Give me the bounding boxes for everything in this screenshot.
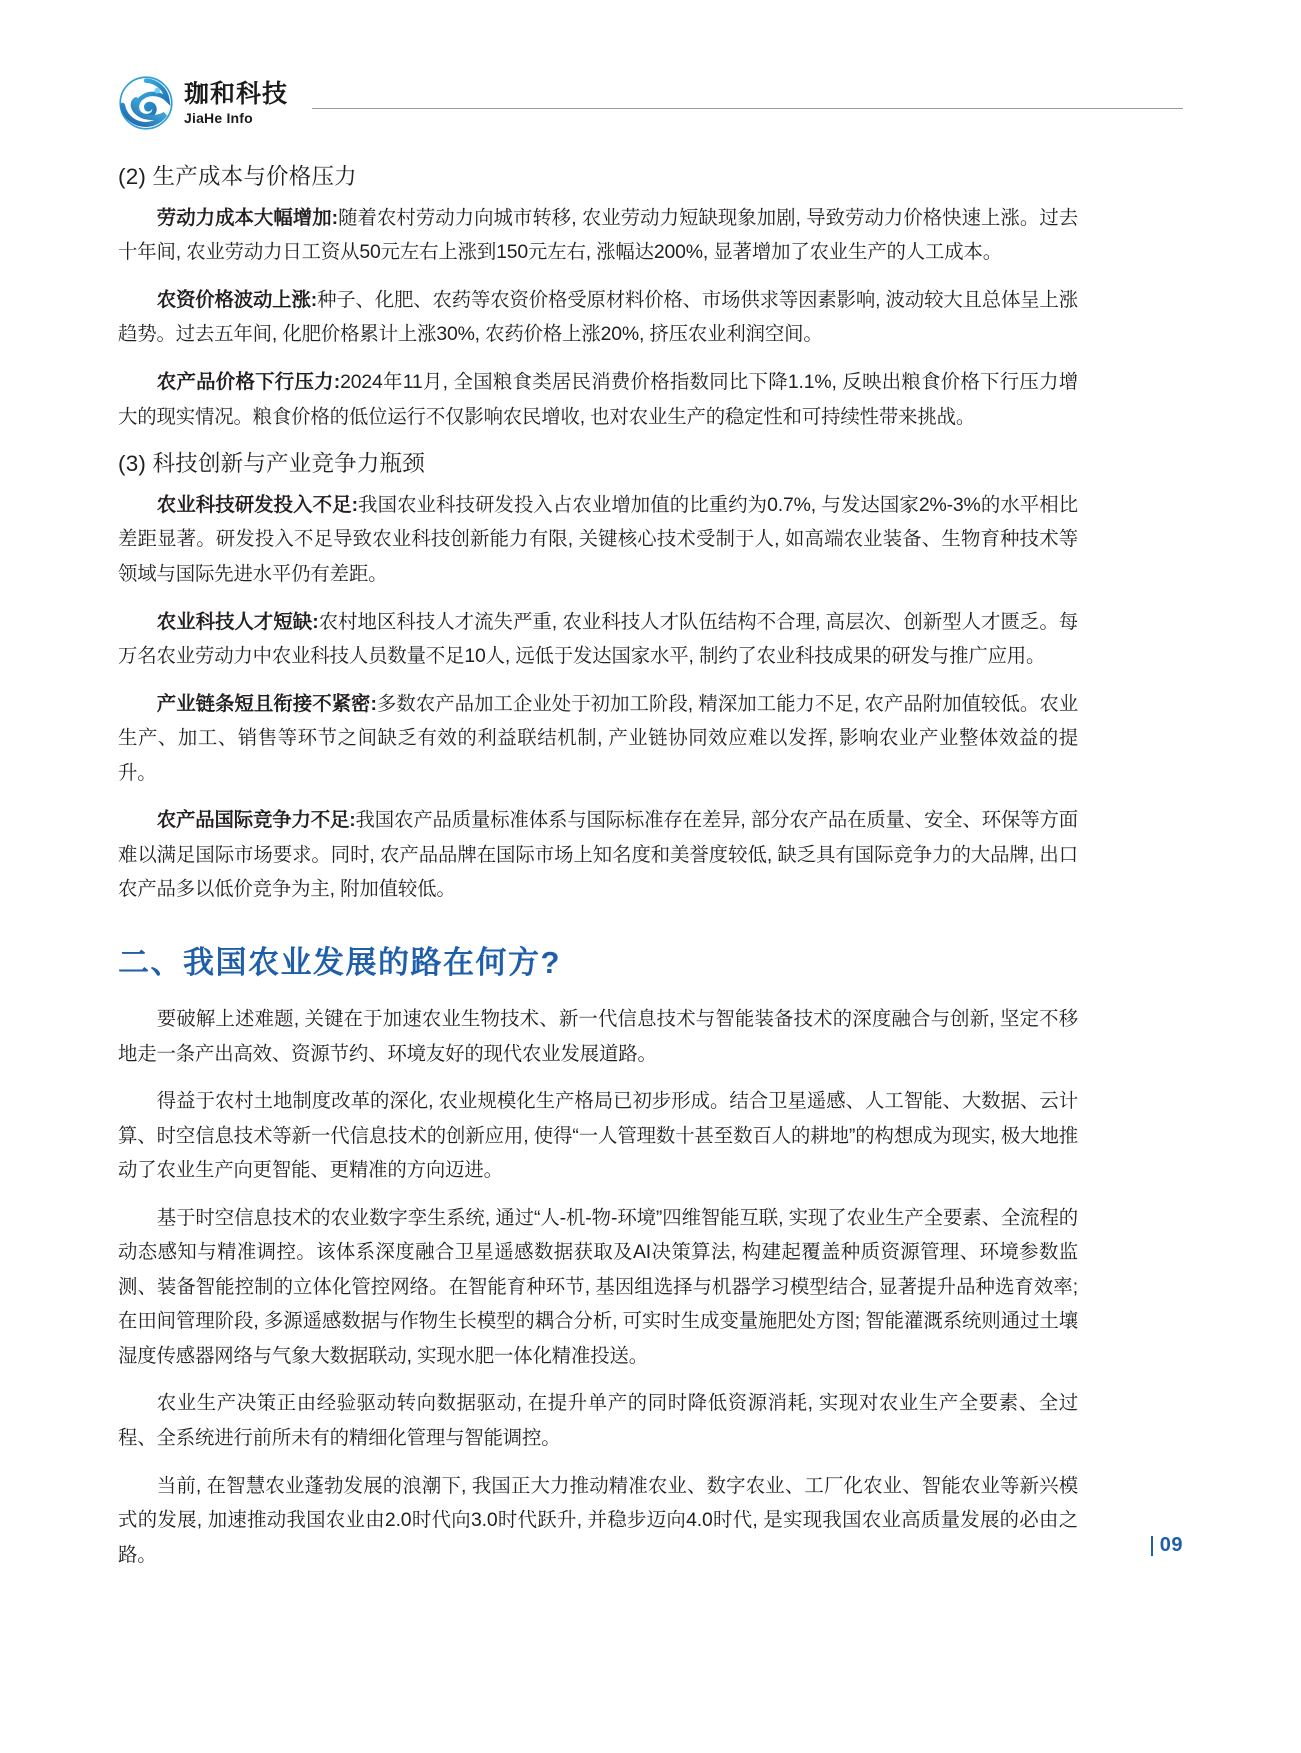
logo-name-cn: 珈和科技 (184, 79, 289, 108)
footer-accent-bar (1151, 1536, 1153, 1556)
paragraph-lead-supply-chain: 产业链条短且衔接不紧密: (156, 692, 377, 715)
paragraph-lead-intl-competitiveness: 农产品国际竞争力不足: (156, 809, 356, 832)
paragraph-lead-talent-shortage: 农业科技人才短缺: (156, 610, 319, 633)
logo-name-en: JiaHe Info (184, 109, 253, 126)
paragraph-solution-intro: 要破解上述难题, 关键在于加速农业生物技术、新一代信息技术与智能装备技术的深度融合与创新, 坚定不移地走一条产出高效、资源节约、环境友好的现代农业发展道路。 (118, 1008, 1078, 1065)
paragraph-labor-cost (118, 201, 1078, 270)
paragraph-data-driven: 农业生产决策正由经验驱动转向数据驱动, 在提升单产的同时降低资源消耗, 实现对农业生产全要素、全过程、全系统进行前所未有的精细化管理与智能调控。 (118, 1392, 1078, 1450)
paragraph-digital-twin: 基于时空信息技术的农业数字孪生系统, 通过“人-机-物-环境”四维智能互联, 实现了农业生产全要素、全流程的动态感知与精准调控。该体系深度融合卫星遥感数据获取及AI决策算法, 构建起覆盖种质资源管理、环境参数监测、装备智能控制的立体化管控网络。在智能育种环节, 基因组选择与机器学习模型结合, 显著提升品种选育效率; 在田间管理阶段, 多源遥感数据与作物生长模型的耦合分析, 可实时生成变量施肥处方图; 智能灌溉系统则通过土壤湿度传感器网络与气象大数据联动, 实现水肥一体化精准投送。 (118, 1206, 1078, 1367)
paragraph-body-price-decline: 2024年11月, 全国粮食类居民消费价格指数同比下降1.1%, 反映出粮食价格下行压力增大的现实情况。粮食价格的低位运行不仅影响农民增收, 也对农业生产的稳定性和可持续性带来挑战。 (118, 371, 1078, 428)
paragraph-talent-shortage (118, 605, 1078, 674)
paragraph-body-supply-chain: 多数农产品加工企业处于初加工阶段, 精深加工能力不足, 农产品附加值较低。农业生产、加工、销售等环节之间缺乏有效的利益联结机制, 产业链协同效应难以发挥, 影响农业产业整体效益的提升。 (118, 692, 1078, 784)
paragraph-rd-investment (118, 488, 1078, 592)
paragraph-input-price (118, 283, 1078, 352)
page-number: 09 (1159, 1534, 1183, 1556)
document-body (118, 150, 1078, 1585)
subheading-production-cost: (2) 生产成本与价格压力 (118, 164, 357, 189)
paragraph-smart-agriculture: 当前, 在智慧农业蓬勃发展的浪潮下, 我国正大力推动精准农业、数字农业、工厂化农业、智能农业等新兴模式的发展, 加速推动我国农业由2.0时代向3.0时代跃升, 并稳步迈向4.0时代, 是实现我国农业高质量发展的必由之路。 (118, 1474, 1078, 1566)
paragraph-price-decline (118, 365, 1078, 434)
paragraph-body-rd-investment: 我国农业科技研发投入占农业增加值的比重约为0.7%, 与发达国家2%-3%的水平相比差距显著。研发投入不足导致农业科技创新能力有限, 关键核心技术受制于人, 如高端农业装备、生物育种技术等领域与国际先进水平仍有差距。 (118, 493, 1078, 585)
paragraph-body-intl-competitiveness: 我国农产品质量标准体系与国际标准存在差异, 部分农产品在质量、安全、环保等方面难以满足国际市场要求。同时, 农产品品牌在国际市场上知名度和美誉度较低, 缺乏具有国际竞争力的大品牌, 出口农产品多以低价竞争为主, 附加值较低。 (118, 809, 1078, 901)
header-divider (312, 108, 1183, 109)
paragraph-lead-price-decline: 农产品价格下行压力: (156, 371, 341, 393)
subheading-tech-innovation: (3) 科技创新与产业竞争力瓶颈 (118, 451, 425, 477)
paragraph-body-input-price: 种子、化肥、农药等农资价格受原材料价格、市场供求等因素影响, 波动较大且总体呈上涨趋势。过去五年间, 化肥价格累计上涨30%, 农药价格上涨20%, 挤压农业利润空间。 (118, 288, 1079, 346)
paragraph-land-reform: 得益于农村土地制度改革的深化, 农业规模化生产格局已初步形成。结合卫星遥感、人工智能、大数据、云计算、时空信息技术等新一代信息技术的创新应用, 使得“一人管理数十甚至数百人的耕地”的构想成为现实, 极大地推动了农业生产向更智能、更精准的方向迈进。 (118, 1090, 1078, 1182)
paragraph-lead-labor-cost: 劳动力成本大幅增加: (156, 206, 338, 229)
paragraph-body-labor-cost: 随着农村劳动力向城市转移, 农业劳动力短缺现象加剧, 导致劳动力价格快速上涨。过去十年间, 农业劳动力日工资从50元左右上涨到150元左右, 涨幅达200%, 显著增加了农业生产的人工成本。 (118, 206, 1078, 264)
page-header (118, 72, 1183, 134)
spiral-globe-logo-icon (118, 75, 174, 131)
section-title-chapter-two: 二、我国农业发展的路在何方? (118, 944, 561, 980)
paragraph-body-talent-shortage: 农村地区科技人才流失严重, 农业科技人才队伍结构不合理, 高层次、创新型人才匮乏。每万名农业劳动力中农业科技人员数量不足10人, 远低于发达国家水平, 制约了农业科技成果的研发与推广应用。 (118, 610, 1079, 668)
footer-band (0, 1747, 1301, 1753)
paragraph-supply-chain (118, 687, 1078, 791)
company-logo (118, 75, 288, 131)
page-footer (1151, 1534, 1183, 1557)
paragraph-lead-rd-investment: 农业科技研发投入不足: (156, 493, 358, 516)
logo-wordmark (184, 79, 289, 126)
paragraph-intl-competitiveness (118, 803, 1078, 907)
paragraph-lead-input-price: 农资价格波动上涨: (156, 288, 318, 311)
